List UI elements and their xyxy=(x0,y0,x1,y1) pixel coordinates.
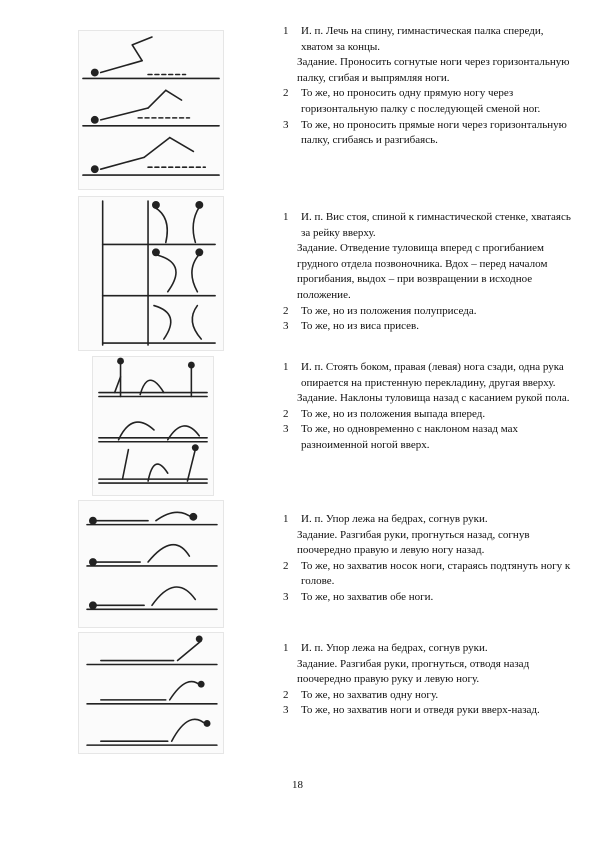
item-number: 1 xyxy=(283,211,289,223)
exercise-figure-5 xyxy=(78,632,224,754)
item-number: 3 xyxy=(283,118,289,131)
list-item xyxy=(283,360,573,391)
exercise-block-1 xyxy=(283,24,573,149)
item-text: То же, но захватив ноги и отведя руки вверх-назад. xyxy=(301,704,540,717)
stick-figure-prone-arch-legs-illustration xyxy=(79,501,223,627)
stick-figure-supine-gymnastic-stick-illustration xyxy=(79,31,223,189)
item-number: 2 xyxy=(283,559,289,572)
exercise-block-4 xyxy=(283,512,573,606)
item-text: И. п. Вис стоя, спиной к гимнастической стенке, хватаясь за рейку вверху. xyxy=(301,211,571,239)
list-item xyxy=(283,118,573,149)
list-item xyxy=(283,688,573,704)
item-text: И. п. Упор лежа на бедрах, согнув руки. xyxy=(301,642,488,654)
item-number: 3 xyxy=(283,590,289,603)
list-item xyxy=(283,407,573,423)
list-item xyxy=(283,559,573,590)
exercise-figure-4 xyxy=(78,500,224,628)
item-text: Задание. Отведение туловища вперед с прогибанием грудного отдела позвоночника. Вдох – перед началом прогибания, выдох – при возвращении в исходное положение. xyxy=(297,242,548,301)
list-item xyxy=(283,422,573,453)
item-text: То же, но из положения выпада вперед. xyxy=(301,407,486,420)
item-number: 1 xyxy=(283,513,289,525)
stick-figure-prone-arch-arms-illustration xyxy=(79,633,223,753)
item-number: 3 xyxy=(283,423,289,436)
list-item xyxy=(283,319,573,335)
task-description xyxy=(283,528,573,559)
item-number: 2 xyxy=(283,87,289,100)
item-number: 1 xyxy=(283,642,289,654)
exercise-figure-2 xyxy=(78,196,224,351)
item-number: 2 xyxy=(283,304,289,317)
item-number: 3 xyxy=(283,704,289,717)
list-item xyxy=(283,210,573,241)
list-item xyxy=(283,590,573,606)
item-number: 3 xyxy=(283,320,289,333)
task-description xyxy=(283,55,573,86)
item-text: То же, но проносить прямые ноги через горизонтальную палку, сгибаясь и разгибаясь. xyxy=(301,118,567,147)
exercise-figure-3 xyxy=(92,356,214,496)
exercise-figure-1 xyxy=(78,30,224,190)
list-item xyxy=(283,641,573,657)
item-text: Задание. Наклоны туловища назад с касанием рукой пола. xyxy=(297,392,570,405)
stick-figure-side-bend-rail-illustration xyxy=(93,357,213,495)
item-text: То же, но захватив носок ноги, стараясь подтянуть ногу к голове. xyxy=(301,559,571,588)
item-text: То же, но проносить одну прямую ногу через горизонтальную палку с последующей сменой ног. xyxy=(301,87,541,115)
item-text: То же, но захватив обе ноги. xyxy=(301,590,434,603)
item-number: 2 xyxy=(283,407,289,420)
exercise-block-5 xyxy=(283,641,573,719)
item-number: 1 xyxy=(283,25,289,37)
list-item xyxy=(283,703,573,719)
exercise-block-3 xyxy=(283,360,573,454)
list-item xyxy=(283,512,573,528)
list-item xyxy=(283,24,573,55)
task-description xyxy=(283,657,573,688)
item-text: И. п. Упор лежа на бедрах, согнув руки. xyxy=(301,513,488,525)
item-text: И. п. Стоять боком, правая (левая) нога сзади, одна рука опирается на пристенную перекладину, другая вверху. xyxy=(301,361,564,389)
task-description xyxy=(283,391,573,407)
page-number: 18 xyxy=(292,779,303,791)
item-text: И. п. Лечь на спину, гимнастическая палка спереди, хватом за концы. xyxy=(301,25,544,53)
item-text: Задание. Разгибая руки, прогнуться назад, согнув поочередно правую и левую ногу назад. xyxy=(297,528,530,557)
item-number: 2 xyxy=(283,688,289,701)
stick-figure-wall-bars-hang-illustration xyxy=(79,197,223,350)
list-item xyxy=(283,86,573,117)
item-text: То же, но захватив одну ногу. xyxy=(301,688,439,701)
item-number: 1 xyxy=(283,361,289,373)
item-text: Задание. Разгибая руки, прогнуться, отводя назад поочередно правую руку и левую ногу. xyxy=(297,657,530,686)
item-text: То же, но одновременно с наклоном назад мах разноименной ногой вверх. xyxy=(301,423,518,451)
item-text: Задание. Проносить согнутые ноги через горизонтальную палку, сгибая и выпрямляя ноги. xyxy=(297,56,570,84)
task-description xyxy=(283,241,573,303)
item-text: То же, но из положения полуприседа. xyxy=(301,304,477,317)
list-item xyxy=(283,304,573,320)
item-text: То же, но из виса присев. xyxy=(301,320,419,333)
exercise-block-2 xyxy=(283,210,573,335)
